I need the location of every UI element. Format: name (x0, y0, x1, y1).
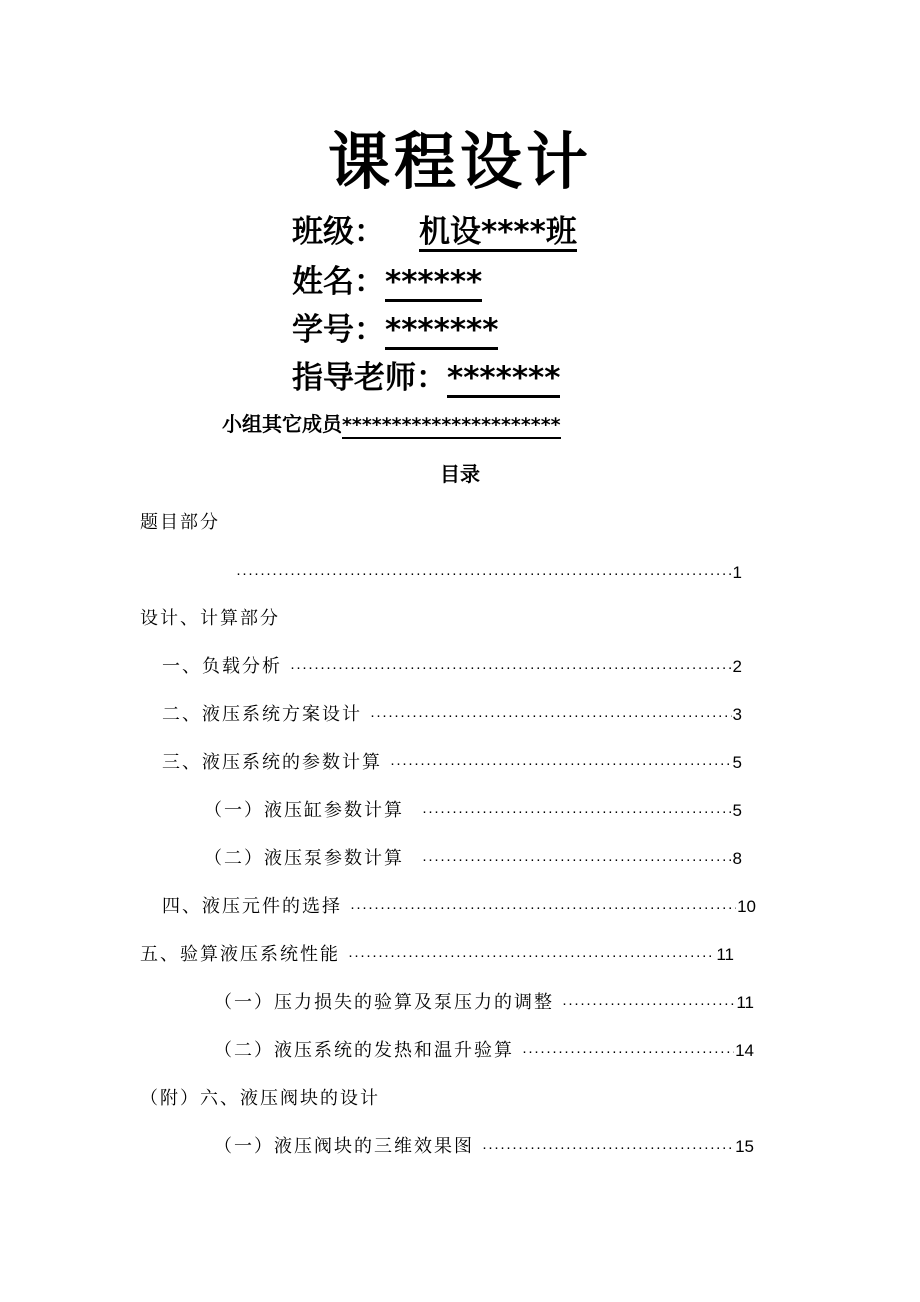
advisor-line (292, 358, 560, 398)
name-value: ****** (385, 264, 483, 300)
toc-leader (350, 895, 736, 921)
advisor-value: ******* (447, 360, 561, 396)
toc-page-number: 2 (732, 657, 742, 676)
toc-title: 目录 (440, 462, 480, 486)
toc-entry[interactable] (204, 798, 742, 825)
toc-leader (562, 991, 735, 1017)
toc-page-number: 11 (736, 993, 754, 1012)
toc-entry-label: （一）液压缸参数计算 (204, 800, 404, 821)
toc-leader (236, 561, 732, 587)
toc-leader (390, 751, 732, 777)
toc-page-number: 11 (716, 945, 734, 964)
student-id-label: 学号： (292, 312, 385, 348)
toc-entry[interactable] (204, 846, 742, 873)
advisor-label: 指导老师： (292, 360, 447, 396)
toc-entry[interactable] (162, 894, 756, 921)
student-id-line (292, 310, 498, 350)
toc-leader (422, 847, 732, 873)
toc-entry-label: 三、液压系统的参数计算 (162, 752, 382, 773)
members-line (222, 410, 561, 439)
members-label: 小组其它成员 (222, 412, 342, 436)
toc-page-number: 15 (735, 1137, 754, 1156)
toc-entry-label: （二）液压系统的发热和温升验算 (214, 1040, 514, 1061)
toc-leader (522, 1039, 734, 1065)
toc-leader (482, 1135, 734, 1161)
name-line (292, 262, 482, 302)
toc-heading-topic: 题目部分 (140, 512, 220, 533)
toc-entry-topic[interactable] (236, 560, 742, 587)
toc-entry[interactable] (162, 654, 742, 681)
class-label: 班级： (292, 214, 385, 250)
toc-entry-label: （一）液压阀块的三维效果图 (214, 1136, 474, 1157)
toc-entry[interactable] (140, 942, 734, 969)
toc-leader (290, 655, 732, 681)
toc-page-number: 5 (732, 753, 742, 772)
toc-page-number: 5 (732, 801, 742, 820)
toc-heading-appendix: （附）六、液压阀块的设计 (140, 1088, 380, 1109)
toc-entry-label: （二）液压泵参数计算 (204, 848, 404, 869)
toc-page-number: 10 (737, 897, 756, 916)
toc-page-number: 14 (735, 1041, 754, 1060)
toc-entry-label: 五、验算液压系统性能 (140, 944, 340, 965)
toc-entry[interactable] (214, 990, 754, 1017)
toc-page-number: 3 (732, 705, 742, 724)
student-id-value: ******* (385, 312, 499, 348)
toc-entry-label: 四、液压元件的选择 (162, 896, 342, 917)
class-line (292, 212, 577, 252)
document-title: 课程设计 (327, 125, 592, 198)
toc-page-number: 1 (732, 563, 742, 582)
toc-entry-label: 一、负载分析 (162, 656, 282, 677)
toc-entry[interactable] (214, 1134, 754, 1161)
toc-page-number: 8 (732, 849, 742, 868)
toc-entry[interactable] (214, 1038, 754, 1065)
toc-entry-label: （一）压力损失的验算及泵压力的调整 (214, 992, 554, 1013)
toc-heading-design: 设计、计算部分 (140, 608, 280, 629)
toc-entry[interactable] (162, 702, 742, 729)
toc-leader (370, 703, 732, 729)
toc-entry-label: 二、液压系统方案设计 (162, 704, 362, 725)
class-value: 机设****班 (419, 214, 577, 250)
toc-leader (348, 943, 715, 969)
toc-leader (422, 799, 732, 825)
name-label: 姓名： (292, 264, 385, 300)
toc-entry[interactable] (162, 750, 742, 777)
members-value: ********************** (342, 413, 561, 439)
